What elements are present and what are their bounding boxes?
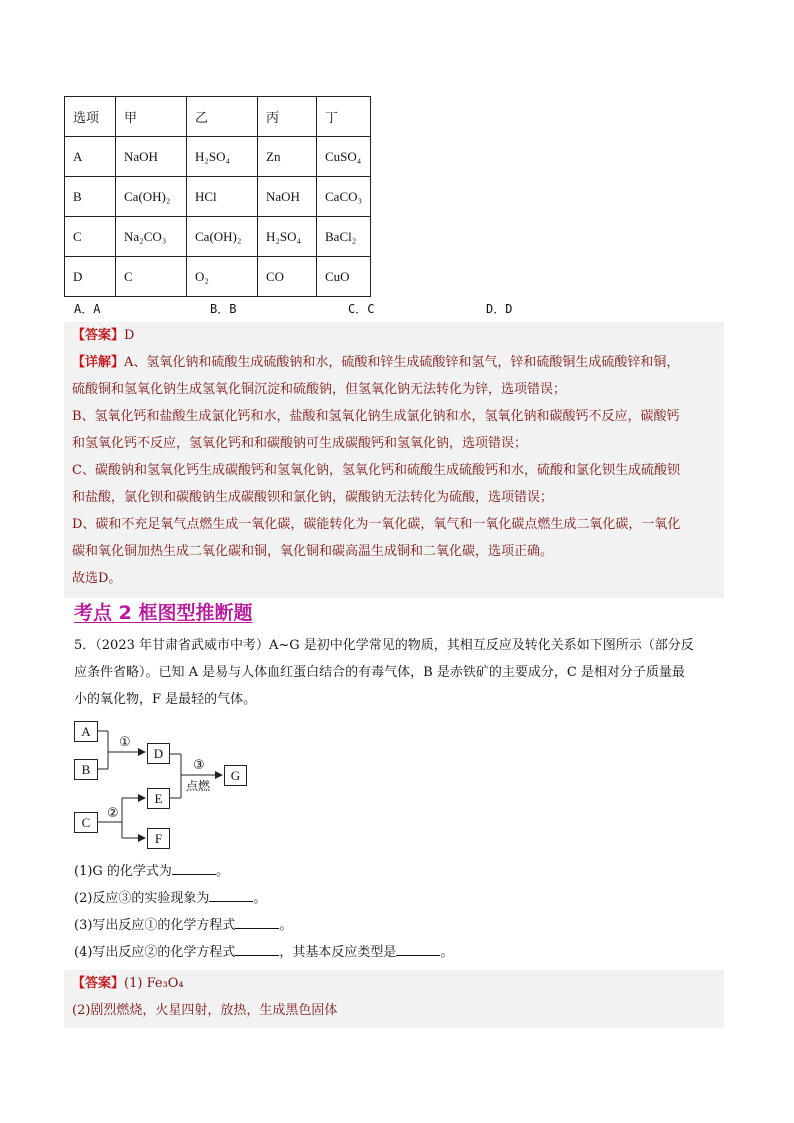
table-cell: CuSO₄ <box>317 137 371 177</box>
table-cell: NaOH <box>116 137 187 177</box>
period: 。 <box>253 891 267 906</box>
answer-blank[interactable] <box>235 943 279 956</box>
choice-b[interactable]: B．B <box>210 302 237 316</box>
table-cell: C <box>65 217 116 257</box>
detail-text: B、氢氧化钙和盐酸生成氯化钙和水，盐酸和氢氧化钠生成氯化钠和水，氢氧化钠和碳酸钙不反应，碳酸钙 <box>72 409 680 424</box>
sub-question-1 <box>74 858 724 885</box>
question-line: 小的氧化物，F 是最轻的气体。 <box>74 692 257 707</box>
table-header-cell: 乙 <box>187 97 258 137</box>
table-cell: Ca(OH)₂ <box>116 177 187 217</box>
box-e: E <box>147 788 170 809</box>
detail-text: 故选D。 <box>72 571 122 586</box>
answer-label: 【答案】 <box>72 976 125 991</box>
period: 。 <box>215 864 229 879</box>
sub-question-text: (4)写出反应②的化学方程式 <box>74 945 236 960</box>
table-cell: CuO <box>317 257 371 297</box>
period: 。 <box>440 945 454 960</box>
detail-text: D、碳和不充足氧气点燃生成一氧化碳，碳能转化为一氧化碳，氧气和一氧化碳点燃生成二氧化碳，一氧化 <box>72 517 681 532</box>
detail-label: 【详解】 <box>72 355 125 370</box>
step-2-label: ② <box>107 806 119 821</box>
answer-blank[interactable] <box>235 916 279 929</box>
box-g: G <box>224 765 247 786</box>
table-cell: CaCO₃ <box>317 177 371 217</box>
detail-text: 碳和氧化铜加热生成二氧化碳和铜，氧化铜和碳高温生成铜和二氧化碳，选项正确。 <box>72 544 554 559</box>
choice-a[interactable]: A．A <box>74 302 101 316</box>
answer-value: D <box>124 328 135 343</box>
box-c: C <box>74 812 98 833</box>
box-f: F <box>147 828 170 849</box>
sub-questions <box>74 858 724 966</box>
table-cell: A <box>65 137 116 177</box>
answer-blank[interactable] <box>396 943 440 956</box>
condition-label: 点燃 <box>186 779 211 793</box>
answer-blank[interactable] <box>172 862 216 875</box>
section-title: 考点 2 框图型推断题 <box>74 602 253 624</box>
table-cell: Zn <box>258 137 317 177</box>
sub-question-4 <box>74 939 724 966</box>
detail-text: 硫酸铜和氢氧化钠生成氢氧化铜沉淀和硫酸钠，但氢氧化钠无法转化为锌，选项错误； <box>72 382 567 397</box>
detail-text: A、氢氧化钠和硫酸生成硫酸钠和水，硫酸和锌生成硫酸锌和氢气，锌和硫酸铜生成硫酸锌和铜， <box>124 355 680 370</box>
table-header-cell: 选项 <box>65 97 116 137</box>
question-line: 5．（2023 年甘肃省武威市中考）A~G 是初中化学常见的物质，其相互反应及转化关系如下图所示（部分反 <box>74 638 694 653</box>
detail-text: 和盐酸，氯化钡和碳酸钠生成碳酸钡和氯化钠，碳酸钠无法转化为硫酸，选项错误； <box>72 490 554 505</box>
detail-text: 和氢氧化钙不反应，氢氧化钙和和碳酸钠可生成碳酸钙和氢氧化钠，选项错误； <box>72 436 528 451</box>
table-cell: B <box>65 177 116 217</box>
box-d: D <box>147 743 170 764</box>
table-cell: O₂ <box>187 257 258 297</box>
step-1-label: ① <box>119 735 131 750</box>
table-header-cell: 甲 <box>116 97 187 137</box>
sub-question-text: (2)反应③的实验现象为 <box>74 891 210 906</box>
table-header-cell: 丁 <box>317 97 371 137</box>
sub-question-3 <box>74 912 724 939</box>
choice-d[interactable]: D．D <box>486 302 513 316</box>
step-3-label: ③ <box>193 758 205 773</box>
table-cell: CO <box>258 257 317 297</box>
box-b: B <box>74 759 98 780</box>
answer-text: (1) Fe₃O₄ <box>124 976 184 991</box>
table-cell: HCl <box>187 177 258 217</box>
answer-text: (2)剧烈燃烧，火星四射，放热，生成黑色固体 <box>72 1003 338 1018</box>
question-line: 应条件省略）。已知 A 是易与人体血红蛋白结合的有毒气体，B 是赤铁矿的主要成分，C 是相对分子质量最 <box>74 665 685 680</box>
sub-question-text: (1)G 的化学式为 <box>74 864 172 879</box>
answer-line <box>64 970 724 997</box>
answer-block-2 <box>64 970 724 1028</box>
sub-question-text: (3)写出反应①的化学方程式 <box>74 918 236 933</box>
answer-blank[interactable] <box>209 889 253 902</box>
table-cell: D <box>65 257 116 297</box>
table-cell: NaOH <box>258 177 317 217</box>
table-cell: Ca(OH)₂ <box>187 217 258 257</box>
table-header-cell: 丙 <box>258 97 317 137</box>
box-a: A <box>74 721 98 742</box>
choice-c[interactable]: C．C <box>348 302 375 316</box>
table-cell: H₂SO₄ <box>187 137 258 177</box>
table-cell: BaCl₂ <box>317 217 371 257</box>
table-cell: Na₂CO₃ <box>116 217 187 257</box>
table-cell: C <box>116 257 187 297</box>
detail-text: C、碳酸钠和氢氧化钙生成碳酸钙和氢氧化钠，氢氧化钙和硫酸生成硫酸钙和水，硫酸和氯化钡生成硫酸钡 <box>72 463 680 478</box>
table-cell: H₂SO₄ <box>258 217 317 257</box>
sub-question-text: ，其基本反应类型是 <box>279 945 397 960</box>
period: 。 <box>279 918 293 933</box>
answer-label: 【答案】 <box>72 328 125 343</box>
sub-question-2 <box>74 885 724 912</box>
